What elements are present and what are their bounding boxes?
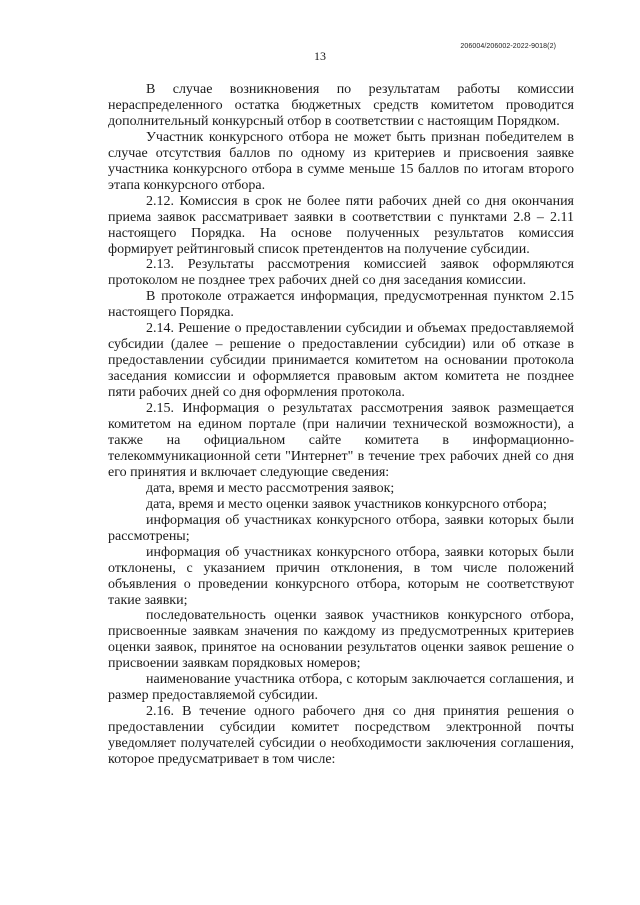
paragraph-2-14: 2.14. Решение о предоставлении субсидии и объемах предоставляемой субсидии (далее – решение о предоставлении субсидии) или об отказе в предоставлении субсидии принимается комитетом на основании протокола заседания комиссии и оформляется правовым актом комитета не позднее пяти рабочих дней со дня оформления протокола.	[108, 321, 574, 401]
page-number: 13	[314, 49, 326, 63]
document-body	[108, 82, 574, 768]
list-item-review-date: дата, время и место рассмотрения заявок;	[146, 480, 395, 496]
paragraph-2-12: 2.12. Комиссия в срок не более пяти рабочих дней со дня окончания приема заявок рассматривает заявки в соответствии с пунктами 2.8 – 2.11 настоящего Порядка. На основе полученных результатов комиссия формирует рейтинговый список претендентов на получение субсидии.	[108, 193, 574, 257]
paragraph-2-16: 2.16. В течение одного рабочего дня со дня принятия решения о предоставлении субсидии комитет посредством электронной почты уведомляет получателей субсидии о необходимости заключения соглашения, которое предусматривает в том числе:	[108, 704, 574, 768]
paragraph-protocol-info: В протоколе отражается информация, предусмотренная пунктом 2.15 настоящего Порядка.	[108, 289, 574, 321]
list-item-evaluation-sequence: последовательность оценки заявок участников конкурсного отбора, присвоенные заявкам значения по каждому из предусмотренных критериев оценки заявок, принятое на основании результатов оценки заявок решение о присвоении заявкам порядковых номеров;	[108, 608, 574, 672]
list-item-evaluation-date: дата, время и место оценки заявок участников конкурсного отбора;	[146, 496, 547, 512]
paragraph-winner-criteria: Участник конкурсного отбора не может быть признан победителем в случае отсутствия баллов по одному из критериев и присвоения заявке участника конкурсного отбора в сумме меньше 15 баллов по итогам второго этапа конкурсного отбора.	[108, 129, 574, 193]
paragraph-2-15: 2.15. Информация о результатах рассмотрения заявок размещается комитетом на едином портале (при наличии технической возможности), а также на официальном сайте комитета в информационно-телекоммуникационной сети "Интернет" в течение трех рабочих дней со дня его принятия и включает следующие сведения:	[108, 401, 574, 480]
list-item-rejected-participants: информация об участниках конкурсного отбора, заявки которых были отклонены, с указанием причин отклонения, в том числе положений объявления о проведении конкурсного отбора, которым не соответствуют такие заявки;	[108, 544, 574, 608]
paragraph-2-13: 2.13. Результаты рассмотрения комиссией заявок оформляются протоколом не позднее трех рабочих дней со дня заседания комиссии.	[108, 257, 574, 289]
document-reference-number: 206004/206002-2022-9018(2)	[460, 43, 556, 50]
list-item-reviewed-participants: информация об участниках конкурсного отбора, заявки которых были рассмотрены;	[108, 512, 574, 544]
list-item-participant-name: наименование участника отбора, с которым заключается соглашения, и размер предоставляемой субсидии.	[108, 672, 574, 704]
paragraph-remaining-funds: В случае возникновения по результатам работы комиссии нераспределенного остатка бюджетных средств комитетом проводится дополнительный конкурсный отбор в соответствии с настоящим Порядком.	[108, 82, 574, 129]
